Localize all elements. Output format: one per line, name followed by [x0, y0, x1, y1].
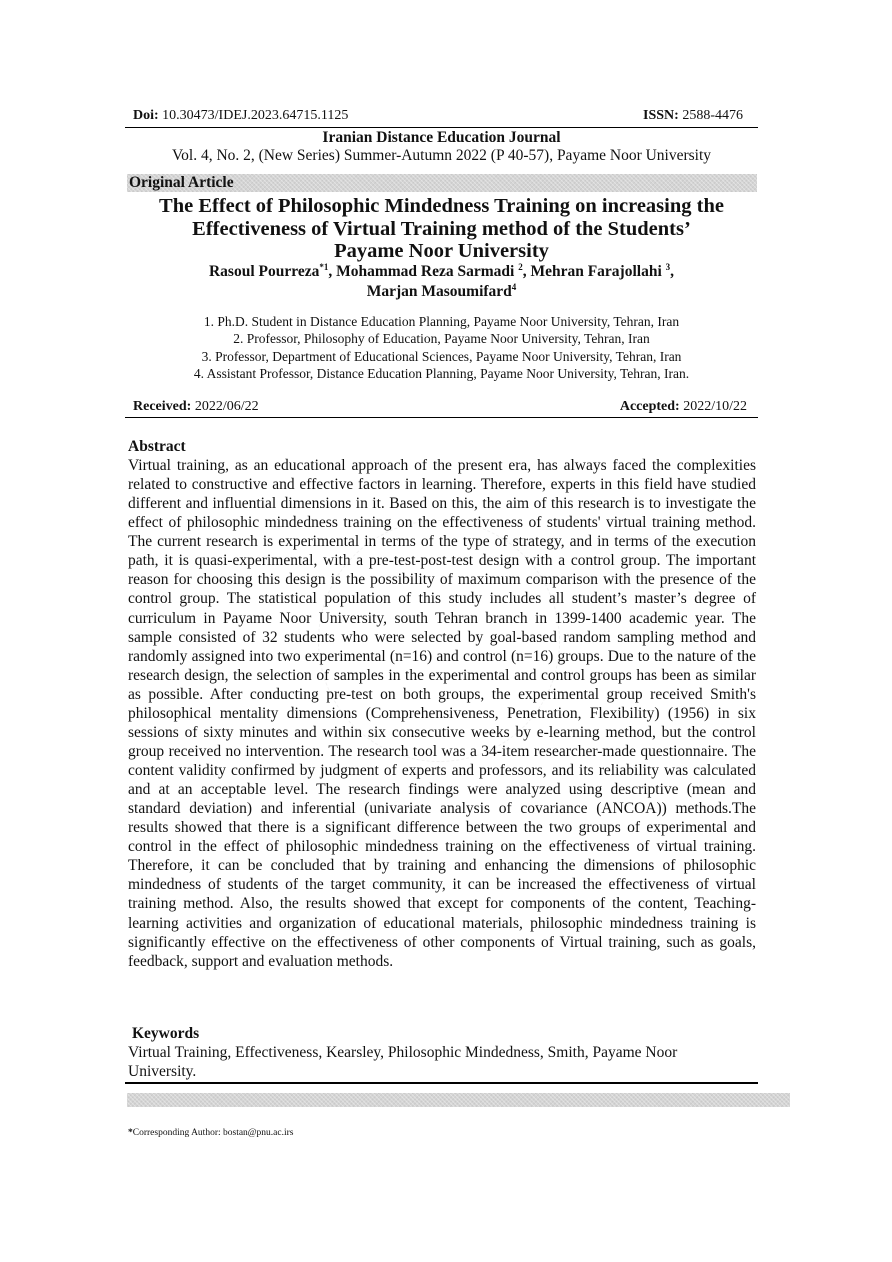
doi-label: Doi: [133, 108, 159, 123]
abstract-heading: Abstract [128, 438, 186, 455]
issn-value: 2588-4476 [682, 108, 743, 123]
affiliation: 3. Professor, Department of Educational Sciences, Payame Noor University, Tehran, Iran [201, 348, 682, 364]
dates-rule [125, 417, 758, 418]
corresponding-author-note [128, 1127, 293, 1139]
footnote-marker: * [128, 1128, 133, 1138]
doi [133, 108, 348, 123]
title-line: Effectiveness of Virtual Training method of the Students’ [192, 217, 691, 240]
author-name: Rasoul Pourreza [208, 263, 320, 280]
issn [643, 108, 743, 124]
author-sup: *1 [319, 262, 329, 272]
affiliation: 2. Professor, Philosophy of Education, Payame Noor University, Tehran, Iran [233, 331, 650, 347]
received-label: Received: [133, 399, 192, 414]
received-value: 2022/06/22 [194, 399, 259, 414]
accepted-value: 2022/10/22 [683, 399, 747, 414]
author-name: Marjan Masoumifard [366, 283, 512, 300]
accepted-label: Accepted: [619, 399, 680, 414]
author-sup: 2 [518, 262, 523, 272]
accepted-date [620, 399, 747, 415]
footnote-text: Corresponding Author: bostan@pnu.ac.irs [132, 1128, 294, 1138]
header-rule [125, 127, 758, 128]
dates-line [133, 399, 747, 415]
author-sup: 3 [665, 262, 671, 272]
keywords-rule [125, 1082, 758, 1084]
doi-issn-line [133, 108, 743, 124]
keywords-heading: Keywords [132, 1025, 200, 1042]
author-name: Mehran Farajollahi [530, 263, 662, 280]
article-title [125, 195, 758, 263]
keywords-text: Virtual Training, Effectiveness, Kearsley, Philosophic Mindedness, Smith, Payame Noor University. [128, 1044, 678, 1080]
title-line: The Effect of Philosophic Mindedness Training on increasing the [159, 195, 724, 217]
author-name: Mohammad Reza Sarmadi [336, 263, 515, 280]
title-line: Payame Noor University [334, 240, 549, 262]
doi-value[interactable]: 10.30473/IDEJ.2023.64715.1125 [162, 108, 349, 123]
volume-info: Vol. 4, No. 2, (New Series) Summer-Autumn 2022 (P 40-57), Payame Noor University [171, 147, 712, 164]
footer-bar [127, 1093, 790, 1107]
received-date [133, 399, 259, 414]
article-type: Original Article [129, 174, 234, 191]
affiliation: 1. Ph.D. Student in Distance Education Planning, Payame Noor University, Tehran, Iran [203, 314, 680, 329]
author-list: Rasoul Pourreza$^{*1}$, Mohammad Reza Sarmadi $^2$, Mehran Farajollahi $^3$, Marjan Masoumifard$^4$ [208, 262, 675, 300]
author-sup: 4 [511, 282, 517, 292]
abstract-text: Virtual training, as an educational approach of the present era, has always faced the complexities related to constructive and effective factors in learning. Therefore, experts in this field have studied different and influential dimensions in it. Based on this, the aim of this research is to investigate the effect of philosophic mindedness training on the effectiveness of students' virtual training method. The current research is experimental in terms of the type of strategy, and in terms of the execution path, it is quasi-experimental, with a pre-test-post-test design with a control group. The important reason for choosing this design is the possibility of maximum comparison with the presence of the control group. The statistical population of this study includes all student’s master’s degree of curriculum in Payame Noor University, south Tehran branch in 1399-1400 academic year. The sample consisted of 32 students who were selected by goal-based random sampling method and randomly assigned into two experimental (n=16) and control (n=16) groups. Due to the nature of the research design, the selection of samples in the experimental and control groups has been as similar as possible. After conducting pre-test on both groups, the experimental group received Smith's philosophical mentality dimensions (Comprehensiveness, Penetration, Flexibility) (1956) in six sessions of sixty minutes and within six consecutive weeks by e-learning method, but the control group received no intervention. The research tool was a 34-item researcher-made questionnaire. The content validity confirmed by judgment of experts and professors, and its reliability was calculated and at an acceptable level. The research findings were analyzed using descriptive (mean and standard deviation) and inferential (univariate analysis of covariance (ANCOA)) methods.The results showed that there is a significant difference between the two groups of experimental and control in the effect of philosophic mindedness training on the effectiveness of virtual training. Therefore, it can be concluded that by training and enhancing the dimensions of philosophic mindedness of students of the target community, it can be increased the effectiveness of virtual training method. Also, the results showed that except for components of the content, Teaching-learning activities and organization of educational materials, philosophic mindedness training is significantly effective on the effectiveness of other components of Virtual training, such as goals, feedback, support and evaluation methods. [128, 457, 756, 970]
journal-name: Iranian Distance Education Journal [322, 129, 561, 146]
affiliations [125, 313, 758, 382]
affiliation: 4. Assistant Professor, Distance Education Planning, Payame Noor University, Tehran, Iran. [193, 365, 690, 381]
issn-label: ISSN: [643, 108, 679, 123]
